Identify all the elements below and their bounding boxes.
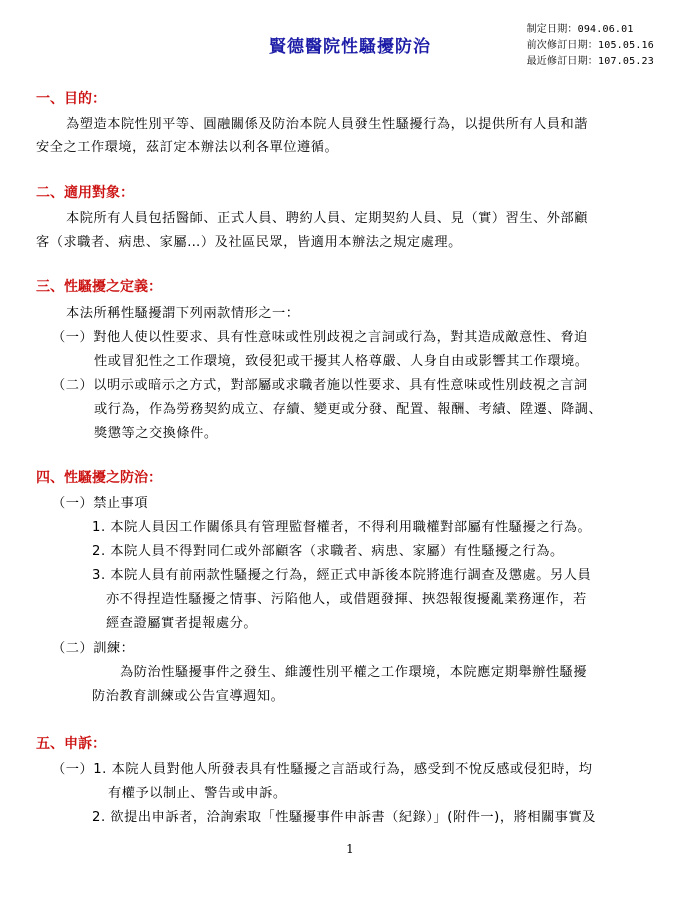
list-item-line: 或行為，作為勞務契約成立、存續、變更或分發、配置、報酬、考績、陞遷、降調、 xyxy=(94,402,603,417)
paragraph-line: 本法所稱性騷擾謂下列兩款情形之一： xyxy=(66,306,300,321)
paragraph-line: 安全之工作環境，茲訂定本辦法以利各單位遵循。 xyxy=(36,140,339,155)
document-title: 賢德醫院性騷擾防治 xyxy=(269,37,431,57)
section-heading-complaint: 五、申訴： xyxy=(36,736,106,752)
list-item-line: （二）以明示或暗示之方式，對部屬或求職者施以性要求、具有性意味或性別歧視之言詞 xyxy=(52,378,588,393)
paragraph-line: 防治教育訓練或公告宣導週知。 xyxy=(92,689,285,704)
revision-dates xyxy=(527,22,654,70)
list-item-line: 獎懲等之交換條件。 xyxy=(94,426,218,441)
date-latest-revision: 最近修訂日期：107.05.23 xyxy=(526,56,654,67)
section-heading-scope: 二、適用對象： xyxy=(36,185,134,201)
subsection-title: （一）禁止事項 xyxy=(52,496,149,511)
list-item-line: 2. 本院人員不得對同仁或外部顧客（求職者、病患、家屬）有性騷擾之行為。 xyxy=(92,544,564,559)
list-item-line: 性或冒犯性之工作環境，致侵犯或干擾其人格尊嚴、人身自由或影響其工作環境。 xyxy=(94,354,589,369)
list-item-line: 有權予以制止、警告或申訴。 xyxy=(108,786,287,801)
list-item-line: 2. 欲提出申訴者，洽詢索取「性騷擾事件申訴書（紀錄）」(附件一)，將相關事實及 xyxy=(92,810,597,825)
paragraph-line: 本院所有人員包括醫師、正式人員、聘約人員、定期契約人員、見（實）習生、外部顧 xyxy=(66,211,589,226)
section-heading-definition: 三、性騷擾之定義： xyxy=(36,279,162,295)
paragraph-line: 客（求職者、病患、家屬…）及社區民眾，皆適用本辦法之規定處理。 xyxy=(36,235,462,250)
list-item-line: 經查證屬實者提報處分。 xyxy=(106,616,258,631)
list-item-line: （一）對他人使以性要求、具有性意味或性別歧視之言詞或行為，對其造成敵意性、脅迫 xyxy=(52,330,588,345)
list-item-line: （一）1. 本院人員對他人所發表具有性騷擾之言語或行為，感受到不悅反感或侵犯時，均 xyxy=(52,762,593,777)
page-number: 1 xyxy=(346,842,354,856)
subsection-title: （二）訓練： xyxy=(52,641,135,656)
list-item-line: 1. 本院人員因工作關係具有管理監督權者，不得利用職權對部屬有性騷擾之行為。 xyxy=(92,520,592,535)
paragraph-line: 為防治性騷擾事件之發生、維護性別平權之工作環境，本院應定期舉辦性騷擾 xyxy=(120,665,588,680)
date-previous-revision: 前次修訂日期：105.05.16 xyxy=(526,40,654,51)
paragraph-line: 為塑造本院性別平等、圓融關係及防治本院人員發生性騷擾行為，以提供所有人員和諧 xyxy=(66,117,589,132)
section-heading-prevention: 四、性騷擾之防治： xyxy=(36,470,162,486)
section-heading-purpose: 一、目的： xyxy=(36,91,106,107)
date-established: 制定日期：094.06.01 xyxy=(526,24,634,35)
list-item-line: 亦不得捏造性騷擾之情事、污陷他人，或借題發揮、挾怨報復擾亂業務運作，若 xyxy=(106,592,587,607)
list-item-line: 3. 本院人員有前兩款性騷擾之行為，經正式申訴後本院將進行調查及懲處。另人員 xyxy=(92,568,592,583)
